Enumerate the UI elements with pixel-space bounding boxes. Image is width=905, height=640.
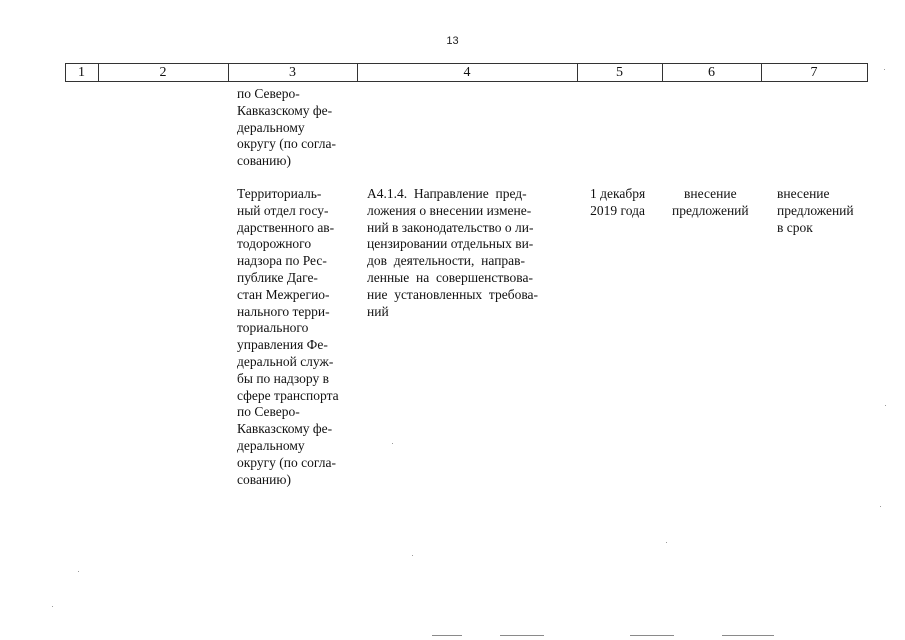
row-cell-result: внесение предложений (672, 186, 749, 218)
column-divider (867, 64, 868, 81)
scan-speck (392, 443, 393, 444)
table-header-bottom-border (65, 81, 868, 82)
scan-speck (880, 506, 881, 507)
row-cell-indicator: внесение предложений в срок (777, 186, 854, 235)
column-header-7: 7 (810, 65, 818, 80)
row-cell-responsible: Территориаль- ный отдел госу- дарственного ав- тодорожного надзора по Рес- публике Даге- стан Межрегио- нального терри- ториального управления Фе- деральной служ- бы по надзору в сфере транспорта по Северо- Кавказскому фе- деральному округу (по согла- сованию) (237, 186, 339, 487)
scan-speck (52, 606, 53, 607)
column-header-4: 4 (463, 65, 471, 80)
scan-mark (500, 635, 544, 636)
column-header-3: 3 (289, 65, 296, 80)
scan-mark (630, 635, 674, 636)
scan-speck (885, 405, 886, 406)
row-cell-deadline: 1 декабря 2019 года (590, 186, 646, 218)
column-header-5: 5 (616, 65, 623, 80)
continuation-cell-col3: по Северо- Кавказскому фе- деральному округу (по согла- сованию) (237, 86, 336, 169)
column-header-1: 1 (78, 65, 85, 80)
scan-speck (78, 571, 79, 572)
scan-speck (884, 69, 885, 70)
scan-mark (722, 635, 774, 636)
scan-mark (432, 635, 462, 636)
row-cell-activity: А4.1.4. Направление пред- ложения о внесении измене- ний в законодательство о ли- цензировании отдельных ви- дов деятельности, направ- ленные на совершенствова- ние установленных требова- ний (367, 186, 539, 319)
scan-speck (412, 555, 413, 556)
page-number: 13 (446, 35, 459, 47)
scan-speck (666, 542, 667, 543)
column-header-6: 6 (708, 65, 715, 80)
column-header-2: 2 (159, 65, 167, 80)
